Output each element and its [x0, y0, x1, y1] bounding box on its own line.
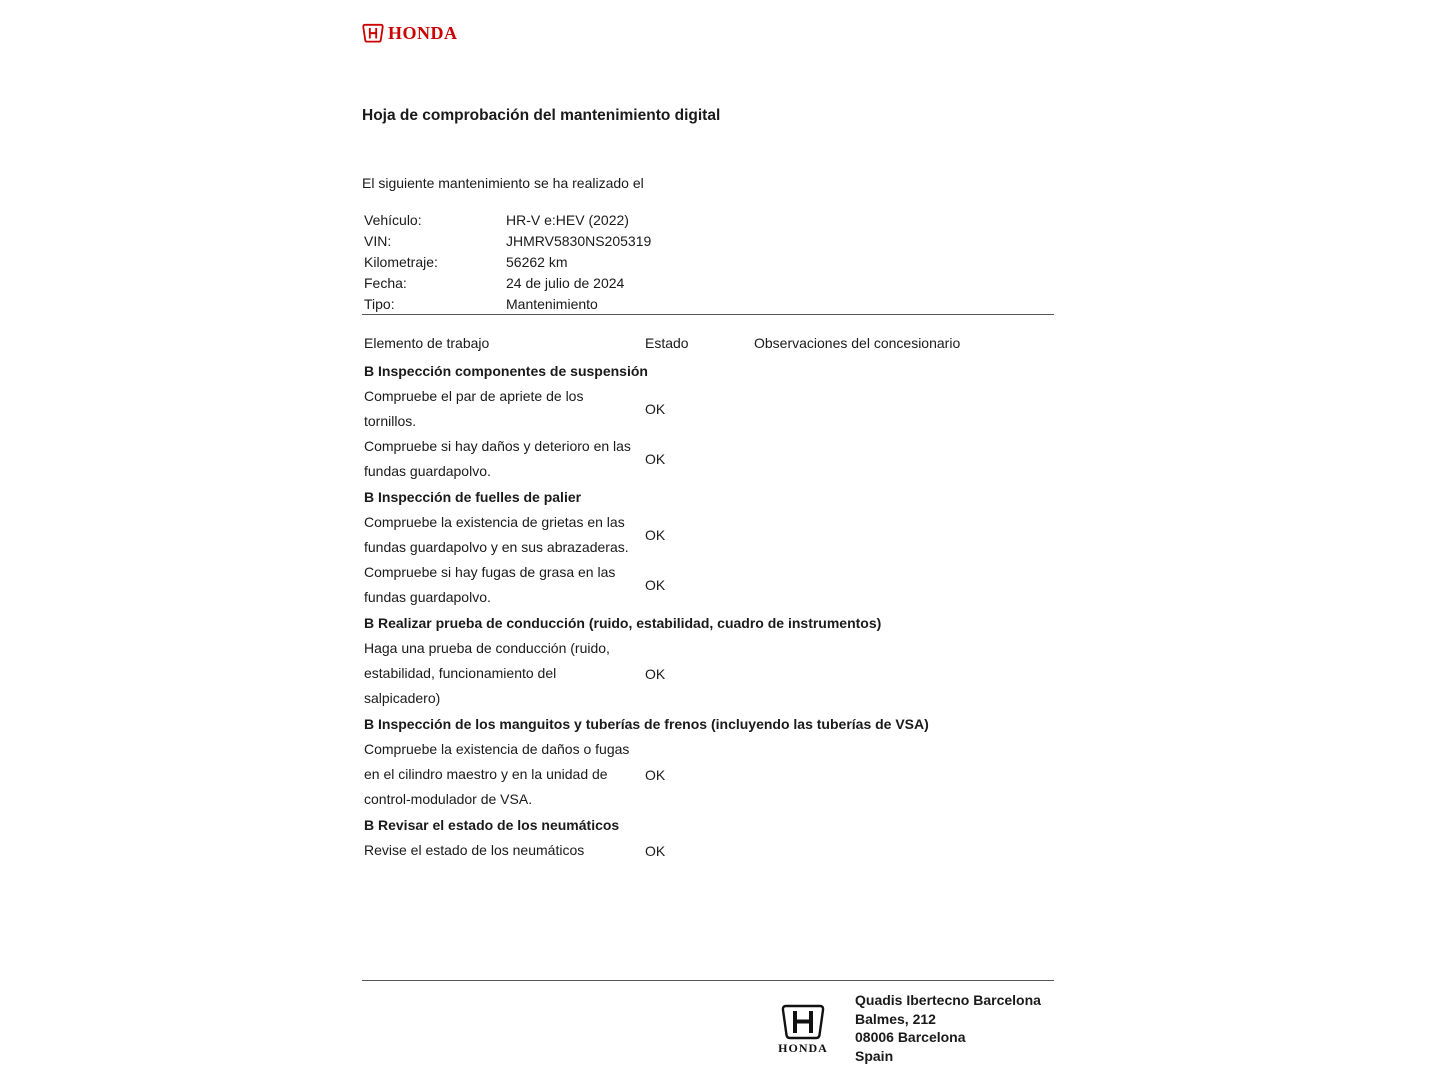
status-value: OK: [645, 451, 666, 467]
mileage-row: [364, 252, 651, 273]
dealer-street: Balmes, 212: [855, 1010, 936, 1027]
column-header-status: Estado: [645, 335, 689, 351]
date-label: Fecha:: [364, 275, 407, 291]
status-value: OK: [645, 665, 666, 682]
column-header-work-item: Elemento de trabajo: [364, 335, 490, 351]
table-row: [364, 838, 1054, 863]
vin-value: JHMRV5830NS205319: [506, 233, 652, 249]
type-value: Mantenimiento: [506, 296, 598, 312]
vehicle-info: [364, 210, 651, 315]
honda-h-icon: [362, 23, 384, 43]
vehicle-label: Vehículo:: [364, 212, 422, 228]
work-item-description: [364, 384, 645, 434]
table-row: [364, 737, 1054, 812]
status-value: OK: [645, 842, 666, 859]
work-item-description: [364, 737, 645, 812]
table-row: [364, 560, 1054, 610]
mileage-value: 56262 km: [506, 254, 568, 270]
vehicle-row: [364, 210, 651, 231]
description-line: tornillos.: [364, 413, 417, 429]
table-row: [364, 636, 1054, 711]
description-line: control-modulador de VSA.: [364, 791, 533, 807]
column-header-notes: Observaciones del concesionario: [754, 335, 961, 351]
description-line: salpicadero): [364, 690, 441, 706]
work-item-description: [364, 434, 645, 484]
description-line: estabilidad, funcionamiento del: [364, 665, 557, 681]
dealer-address: [855, 991, 1041, 1065]
section-title: B Inspección componentes de suspensión: [364, 363, 648, 379]
description-line: Revise el estado de los neumáticos: [364, 842, 585, 858]
type-row: [364, 294, 651, 315]
table-row: [364, 434, 1054, 484]
status-value: OK: [645, 766, 666, 783]
status-value: OK: [645, 401, 666, 417]
date-value: 24 de julio de 2024: [506, 275, 625, 291]
table-row: [364, 510, 1054, 560]
document-page: [362, 0, 1054, 1080]
work-item-description: [364, 636, 645, 711]
mileage-label: Kilometraje:: [364, 254, 438, 270]
description-line: fundas guardapolvo.: [364, 463, 491, 479]
description-line: fundas guardapolvo y en sus abrazaderas.: [364, 539, 629, 555]
description-line: fundas guardapolvo.: [364, 589, 491, 605]
description-line: Compruebe si hay fugas de grasa en las: [364, 564, 616, 580]
page-title: Hoja de comprobación del mantenimiento digital: [362, 107, 721, 124]
status-value: OK: [645, 527, 666, 543]
dealer-name: Quadis Ibertecno Barcelona: [855, 992, 1041, 1008]
footer-divider: [362, 980, 1054, 981]
type-label: Tipo:: [364, 296, 395, 312]
brand-wordmark: HONDA: [388, 22, 458, 43]
section-title: B Inspección de los manguitos y tuberías de frenos (incluyendo las tuberías de VSA): [364, 716, 929, 732]
dealer-city: 08006 Barcelona: [855, 1029, 966, 1045]
section-title: B Realizar prueba de conducción (ruido, estabilidad, cuadro de instrumentos): [364, 615, 882, 631]
dealer-country: Spain: [855, 1047, 894, 1064]
footer-honda-logo: [764, 1004, 842, 1056]
date-row: [364, 273, 651, 294]
description-line: Compruebe si hay daños y deterioro en las: [364, 438, 631, 454]
maintenance-table: [364, 332, 1054, 863]
work-item-description: [364, 560, 645, 610]
vehicle-value: HR-V e:HEV (2022): [506, 212, 629, 228]
description-line: Compruebe el par de apriete de los: [364, 388, 584, 404]
table-header: [364, 332, 1054, 354]
description-line: Haga una prueba de conducción (ruido,: [364, 640, 610, 656]
vin-row: [364, 231, 651, 252]
honda-logo: [362, 22, 458, 44]
description-line: Compruebe la existencia de daños o fugas: [364, 741, 630, 757]
intro-text: El siguiente mantenimiento se ha realizado el: [362, 175, 644, 191]
section-title: B Revisar el estado de los neumáticos: [364, 817, 620, 833]
footer-brand-wordmark: HONDA: [778, 1041, 828, 1055]
section-title: B Inspección de fuelles de palier: [364, 489, 582, 505]
table-row: [364, 384, 1054, 434]
description-line: en el cilindro maestro y en la unidad de: [364, 766, 608, 782]
header-divider: [362, 314, 1054, 315]
description-line: Compruebe la existencia de grietas en las: [364, 514, 625, 530]
work-item-description: [364, 510, 645, 560]
honda-h-icon: [781, 1004, 825, 1040]
work-item-description: [364, 838, 645, 863]
vin-label: VIN:: [364, 233, 392, 249]
status-value: OK: [645, 577, 666, 593]
